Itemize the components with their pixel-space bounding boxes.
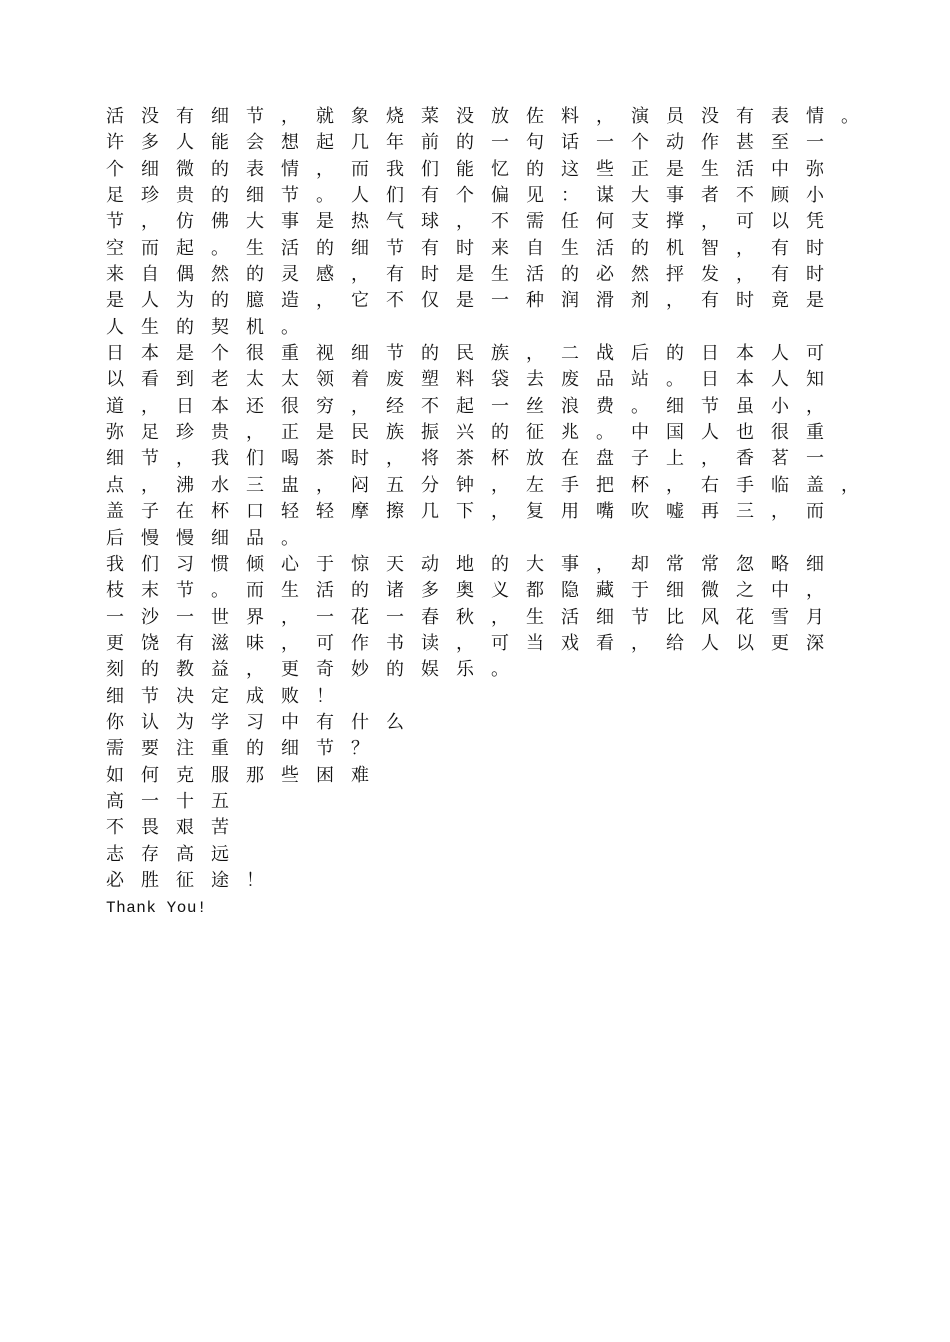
text-line: 空 而 起 。 生 活 的 细 节 有 时 来 自 生 活 的 机 智 ， 有 时 <box>106 237 824 259</box>
text-line: 高 一 十 五 <box>106 790 229 812</box>
text-line: 许 多 人 能 会 想 起 几 年 前 的 一 句 话 一 个 动 作 甚 至 一 <box>106 132 824 154</box>
text-line: 更 饶 有 滋 味 ， 可 作 书 读 ， 可 当 戏 看 ， 给 人 以 更 深 <box>106 632 824 654</box>
text-line: 后 慢 慢 细 品 。 <box>106 527 299 549</box>
text-line: 需 要 注 重 的 细 节 ？ <box>106 738 369 760</box>
text-line: 人 生 的 契 机 。 <box>106 316 299 338</box>
text-line: 不 畏 艰 苦 <box>106 817 229 839</box>
text-line: 我 们 习 惯 倾 心 于 惊 天 动 地 的 大 事 ， 却 常 常 忽 略 细 <box>106 553 824 575</box>
text-line: 道 ， 日 本 还 很 穷 ， 经 不 起 一 丝 浪 费 。 细 节 虽 小 ， <box>106 395 824 417</box>
text-line: 节 ， 仿 佛 大 事 是 热 气 球 ， 不 需 任 何 支 撑 ， 可 以 凭 <box>106 211 824 233</box>
text-line: 你 认 为 学 习 中 有 什 么 <box>106 711 404 733</box>
text-line: 个 细 微 的 表 情 ， 而 我 们 能 忆 的 这 些 正 是 生 活 中 弥 <box>106 158 824 180</box>
text-line: 如 何 克 服 那 些 困 难 <box>106 764 369 786</box>
text-line: 刻 的 教 益 ， 更 奇 妙 的 娱 乐 。 <box>106 659 509 681</box>
text-line: 来 自 偶 然 的 灵 感 ， 有 时 是 生 活 的 必 然 抨 发 ， 有 时 <box>106 264 824 286</box>
text-line: 枝 末 节 。 而 生 活 的 诸 多 奥 义 都 隐 藏 于 细 微 之 中 ， <box>106 580 824 602</box>
text-line: 必 胜 征 途 ！ <box>106 869 264 891</box>
text-line: 以 看 到 老 太 太 领 着 废 塑 料 袋 去 废 品 站 。 日 本 人 知 <box>106 369 824 391</box>
text-line: 日 本 是 个 很 重 视 细 节 的 民 族 ， 二 战 后 的 日 本 人 可 <box>106 343 824 365</box>
text-line: 盖 子 在 杯 口 轻 轻 摩 擦 几 下 ， 复 用 嘴 吹 嘘 再 三 ， 而 <box>106 501 824 523</box>
text-line: 是 人 为 的 臆 造 ， 它 不 仅 是 一 种 润 滑 剂 ， 有 时 竟 是 <box>106 290 824 312</box>
text-line: 一 沙 一 世 界 ， 一 花 一 春 秋 ， 生 活 细 节 比 风 花 雪 月 <box>106 606 824 628</box>
text-line: 细 节 ， 我 们 喝 茶 时 ， 将 茶 杯 放 在 盘 子 上 ， 香 茗 一 <box>106 448 824 470</box>
text-line: 点 ， 沸 水 三 盅 ， 闷 五 分 钟 ， 左 手 把 杯 ， 右 手 临 盖 ， <box>106 474 859 496</box>
text-line: 足 珍 贵 的 细 节 。 人 们 有 个 偏 见 ： 谋 大 事 者 不 顾 小 <box>106 185 824 207</box>
closing-text: Thank You! <box>106 899 208 917</box>
text-line: 活 没 有 细 节 ， 就 象 烧 菜 没 放 佐 料 ， 演 员 没 有 表 情 。 <box>106 106 859 127</box>
text-line: 弥 足 珍 贵 ， 正 是 民 族 振 兴 的 征 兆 。 中 国 人 也 很 重 <box>106 422 824 444</box>
text-line: 细 节 决 定 成 败 ！ <box>106 685 334 707</box>
text-body <box>106 104 866 894</box>
text-line: 志 存 高 远 <box>106 843 229 865</box>
